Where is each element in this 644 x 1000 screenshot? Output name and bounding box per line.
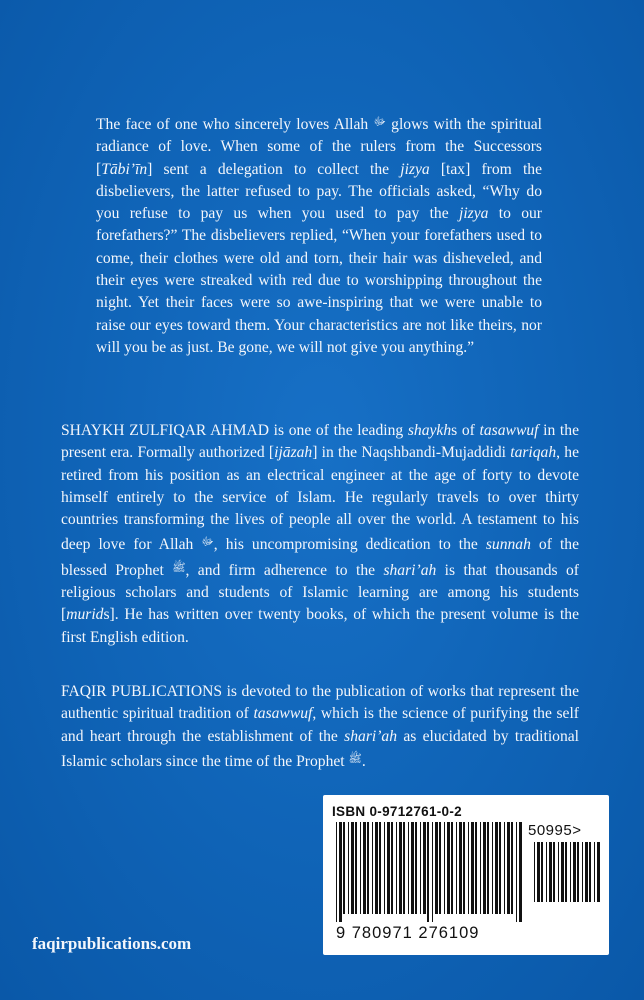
author-bio-paragraph: SHAYKH ZULFIQAR AHMAD is one of the leading shaykhs of tasawwuf in the present era. Formally authorized [ijāzah] in the Naqshbandi-Mujaddidi tariqah, he retired from his position as an electrical engineer at the age of forty to devote himself entirely to the service of Islam. He regularly travels to over thirty countries transforming the lives of people all over the world. A testament to his deep love for Allah $^ﷻ$, his uncompromising dedication to the sunnah of the blessed Prophet $^ﷺ$, and firm adherence to the shari’ah is that thousands of religious scholars and students of Islamic learning are among his students [murids]. He has written over twenty books, of which the present volume is the first English edition. [61, 422, 580, 646]
publisher-paragraph: FAQIR PUBLICATIONS is devoted to the publication of works that represent the authentic spiritual tradition of tasawwuf, which is the science of purifying the self and heart through the establishment of the shari’ah as elucidated by traditional Islamic scholars since the time of the Prophet $^ﷺ$. [61, 683, 579, 770]
isbn-text: ISBN 0-9712761-0-2 [332, 804, 462, 819]
publisher-website: faqirpublications.com [32, 934, 192, 953]
addon-barcode-icon [532, 842, 602, 910]
ean-digits-text: 9 780971 276109 [336, 924, 480, 942]
quote-paragraph: The face of one who sincerely loves Allah $^ﷻ$ glows with the spiritual radiance of love. When some of the rulers from the Successors [Tābi’īn] sent a delegation to collect the jizya [tax] from the disbelievers, the latter refused to pay. The officials asked, “Why do you refuse to pay us when you used to pay the jizya to our forefathers?” The disbelievers replied, “When your forefathers used to come, their clothes were old and torn, their hair was disheveled, and their eyes were streaked with red due to worshipping throughout the night. Yet their faces were so awe-inspiring that we were unable to raise our eyes toward them. Your characteristics are not like theirs, nor will you be as just. Be gone, we will not give you anything.” [96, 116, 543, 356]
price-code-text: 50995> [528, 822, 582, 839]
ean-barcode-icon [334, 822, 524, 922]
